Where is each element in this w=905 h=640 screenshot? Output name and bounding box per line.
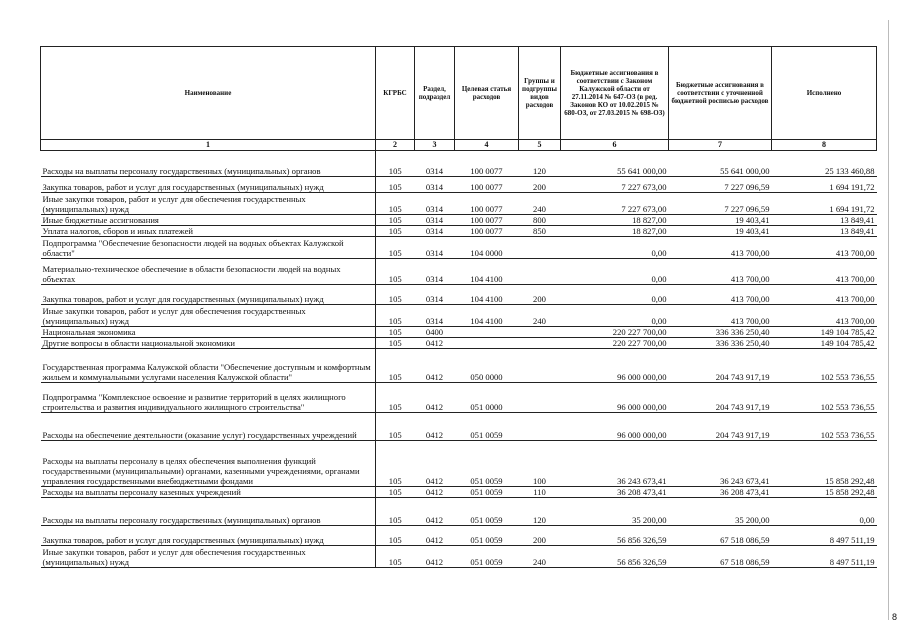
row-name-cell: Иные закупки товаров, работ и услуг для обеспечения государственных (муниципальных) нужд [41,193,376,215]
row-target-article-cell: 051 0000 [455,383,519,413]
row-law-amount-cell: 7 227 673,00 [561,177,669,193]
row-target-article-cell: 051 0059 [455,526,519,546]
row-schedule-amount-cell: 36 208 473,41 [669,487,772,498]
row-razdel-cell: 0314 [415,193,455,215]
row-kgrbs-cell: 105 [376,237,415,259]
row-executed-amount-cell: 1 694 191,72 [772,193,877,215]
row-schedule-amount-cell: 19 403,41 [669,226,772,237]
table-row [41,526,877,546]
col-number: 5 [519,140,561,151]
row-kgrbs-cell: 105 [376,193,415,215]
row-target-article-cell: 100 0077 [455,226,519,237]
col-number: 2 [376,140,415,151]
row-schedule-amount-cell: 19 403,41 [669,215,772,226]
row-target-article-cell: 104 0000 [455,237,519,259]
table-row [41,546,877,568]
row-kgrbs-cell: 105 [376,215,415,226]
row-kgrbs-cell: 105 [376,487,415,498]
table-row [41,259,877,285]
row-schedule-amount-cell: 336 336 250,40 [669,338,772,349]
table-row [41,285,877,305]
row-target-article-cell: 051 0059 [455,441,519,487]
row-razdel-cell: 0412 [415,546,455,568]
row-schedule-amount-cell: 413 700,00 [669,305,772,327]
row-target-article-cell: 100 0077 [455,151,519,177]
row-razdel-cell: 0400 [415,327,455,338]
row-executed-amount-cell: 15 858 292,48 [772,487,877,498]
row-expense-group-cell: 200 [519,177,561,193]
row-razdel-cell: 0314 [415,177,455,193]
row-expense-group-cell: 120 [519,498,561,526]
row-target-article-cell: 050 0000 [455,349,519,383]
row-executed-amount-cell: 102 553 736,55 [772,383,877,413]
col-number: 1 [41,140,376,151]
row-kgrbs-cell: 105 [376,305,415,327]
row-law-amount-cell: 18 827,00 [561,215,669,226]
row-target-article-cell [455,327,519,338]
row-kgrbs-cell: 105 [376,526,415,546]
table-row [41,441,877,487]
budget-execution-table [40,46,877,568]
row-kgrbs-cell: 105 [376,498,415,526]
row-kgrbs-cell: 105 [376,151,415,177]
row-executed-amount-cell: 8 497 511,19 [772,526,877,546]
row-kgrbs-cell: 105 [376,285,415,305]
row-razdel-cell: 0412 [415,349,455,383]
row-law-amount-cell: 0,00 [561,237,669,259]
row-executed-amount-cell: 102 553 736,55 [772,349,877,383]
row-name-cell: Закупка товаров, работ и услуг для государственных (муниципальных) нужд [41,526,376,546]
row-expense-group-cell [519,383,561,413]
row-expense-group-cell [519,338,561,349]
row-name-cell: Закупка товаров, работ и услуг для государственных (муниципальных) нужд [41,177,376,193]
row-kgrbs-cell: 105 [376,177,415,193]
row-law-amount-cell: 0,00 [561,285,669,305]
table-row [41,177,877,193]
table-row [41,305,877,327]
row-razdel-cell: 0412 [415,383,455,413]
row-razdel-cell: 0314 [415,305,455,327]
row-target-article-cell: 051 0059 [455,413,519,441]
row-razdel-cell: 0314 [415,285,455,305]
row-name-cell: Иные бюджетные ассигнования [41,215,376,226]
row-schedule-amount-cell: 413 700,00 [669,285,772,305]
row-razdel-cell: 0314 [415,237,455,259]
row-law-amount-cell: 96 000 000,00 [561,349,669,383]
row-kgrbs-cell: 105 [376,441,415,487]
row-executed-amount-cell: 13 849,41 [772,226,877,237]
row-schedule-amount-cell: 204 743 917,19 [669,413,772,441]
row-name-cell: Расходы на выплаты персоналу казенных учреждений [41,487,376,498]
row-executed-amount-cell: 13 849,41 [772,215,877,226]
row-kgrbs-cell: 105 [376,226,415,237]
col-number: 3 [415,140,455,151]
row-name-cell: Национальная экономика [41,327,376,338]
row-name-cell: Подпрограмма "Обеспечение безопасности людей на водных объектах Калужской области" [41,237,376,259]
row-executed-amount-cell: 413 700,00 [772,259,877,285]
row-expense-group-cell [519,259,561,285]
row-razdel-cell: 0412 [415,338,455,349]
row-expense-group-cell: 800 [519,215,561,226]
row-executed-amount-cell: 149 104 785,42 [772,327,877,338]
row-schedule-amount-cell: 413 700,00 [669,237,772,259]
header-razdel: Раздел, подраздел [415,47,455,140]
row-target-article-cell [455,338,519,349]
row-expense-group-cell: 200 [519,285,561,305]
row-expense-group-cell: 100 [519,441,561,487]
page-number: 8 [891,612,897,622]
row-expense-group-cell: 240 [519,305,561,327]
row-razdel-cell: 0412 [415,441,455,487]
row-expense-group-cell [519,413,561,441]
row-law-amount-cell: 7 227 673,00 [561,193,669,215]
table-row [41,349,877,383]
row-name-cell: Расходы на выплаты персоналу в целях обеспечения выполнения функций государственными (муниципальными) органами, казенными учреждениями, органами управления государственными внебюджетными фондами [41,441,376,487]
row-name-cell: Государственная программа Калужской области "Обеспечение доступным и комфортным жильем и коммунальными услугами населения Калужской области" [41,349,376,383]
row-target-article-cell: 051 0059 [455,487,519,498]
row-law-amount-cell: 0,00 [561,305,669,327]
col-number: 6 [561,140,669,151]
row-law-amount-cell: 220 227 700,00 [561,327,669,338]
row-law-amount-cell: 36 243 673,41 [561,441,669,487]
row-target-article-cell: 104 4100 [455,285,519,305]
table-row [41,151,877,177]
header-budget-schedule: Бюджетные ассигнования в соответствии с уточненной бюджетной росписью расходов [669,47,772,140]
table-row [41,226,877,237]
row-expense-group-cell: 120 [519,151,561,177]
header-kgrbs: КГРБС [376,47,415,140]
row-kgrbs-cell: 105 [376,327,415,338]
row-razdel-cell: 0314 [415,151,455,177]
row-name-cell: Материально-техническое обеспечение в области безопасности людей на водных объектах [41,259,376,285]
row-target-article-cell: 104 4100 [455,305,519,327]
row-schedule-amount-cell: 204 743 917,19 [669,383,772,413]
col-number: 8 [772,140,877,151]
table-row [41,338,877,349]
row-expense-group-cell [519,349,561,383]
row-razdel-cell: 0412 [415,498,455,526]
row-name-cell: Закупка товаров, работ и услуг для государственных (муниципальных) нужд [41,285,376,305]
row-law-amount-cell: 0,00 [561,259,669,285]
table-body [41,151,877,568]
row-law-amount-cell: 56 856 326,59 [561,546,669,568]
row-law-amount-cell: 36 208 473,41 [561,487,669,498]
row-law-amount-cell: 56 856 326,59 [561,526,669,546]
row-kgrbs-cell: 105 [376,259,415,285]
row-razdel-cell: 0314 [415,215,455,226]
row-target-article-cell: 051 0059 [455,498,519,526]
row-kgrbs-cell: 105 [376,383,415,413]
row-razdel-cell: 0412 [415,526,455,546]
scan-edge-line [888,20,889,620]
row-schedule-amount-cell: 336 336 250,40 [669,327,772,338]
row-kgrbs-cell: 105 [376,546,415,568]
row-target-article-cell: 100 0077 [455,215,519,226]
row-executed-amount-cell: 149 104 785,42 [772,338,877,349]
row-executed-amount-cell: 15 858 292,48 [772,441,877,487]
row-razdel-cell: 0314 [415,259,455,285]
row-law-amount-cell: 96 000 000,00 [561,413,669,441]
col-number: 4 [455,140,519,151]
row-schedule-amount-cell: 413 700,00 [669,259,772,285]
row-expense-group-cell [519,327,561,338]
header-law-allocations: Бюджетные ассигнования в соответствии с Законом Калужской области от 27.11.2014 № 647-ОЗ (в ред. Законов КО от 10.02.2015 № 680-ОЗ, от 27.03.2015 № 698-ОЗ) [561,47,669,140]
row-executed-amount-cell: 8 497 511,19 [772,546,877,568]
table-row [41,193,877,215]
row-target-article-cell: 100 0077 [455,177,519,193]
column-number-row [41,140,877,151]
row-expense-group-cell: 240 [519,193,561,215]
row-law-amount-cell: 55 641 000,00 [561,151,669,177]
row-kgrbs-cell: 105 [376,338,415,349]
row-name-cell: Расходы на выплаты персоналу государственных (муниципальных) органов [41,498,376,526]
row-executed-amount-cell: 413 700,00 [772,305,877,327]
budget-table-sheet [40,46,876,568]
row-executed-amount-cell: 25 133 460,88 [772,151,877,177]
row-expense-group-cell: 200 [519,526,561,546]
row-schedule-amount-cell: 7 227 096,59 [669,193,772,215]
row-name-cell: Иные закупки товаров, работ и услуг для обеспечения государственных (муниципальных) нужд [41,305,376,327]
row-law-amount-cell: 220 227 700,00 [561,338,669,349]
row-expense-group-cell: 240 [519,546,561,568]
header-expense-group: Группы и подгруппы видов расходов [519,47,561,140]
row-name-cell: Другие вопросы в области национальной экономики [41,338,376,349]
row-executed-amount-cell: 1 694 191,72 [772,177,877,193]
row-law-amount-cell: 96 000 000,00 [561,383,669,413]
table-row [41,237,877,259]
row-executed-amount-cell: 413 700,00 [772,237,877,259]
table-row [41,327,877,338]
row-target-article-cell: 100 0077 [455,193,519,215]
table-row [41,383,877,413]
row-razdel-cell: 0412 [415,413,455,441]
row-schedule-amount-cell: 67 518 086,59 [669,546,772,568]
row-name-cell: Подпрограмма "Комплексное освоение и развитие территорий в целях жилищного строительства и развития индивидуального жилищного строительства" [41,383,376,413]
table-row [41,487,877,498]
row-expense-group-cell: 110 [519,487,561,498]
row-schedule-amount-cell: 35 200,00 [669,498,772,526]
header-target-article: Целевая статья расходов [455,47,519,140]
row-name-cell: Уплата налогов, сборов и иных платежей [41,226,376,237]
row-executed-amount-cell: 102 553 736,55 [772,413,877,441]
row-target-article-cell: 104 4100 [455,259,519,285]
row-executed-amount-cell: 413 700,00 [772,285,877,305]
row-schedule-amount-cell: 36 243 673,41 [669,441,772,487]
row-executed-amount-cell: 0,00 [772,498,877,526]
row-razdel-cell: 0314 [415,226,455,237]
header-row [41,47,877,140]
col-number: 7 [669,140,772,151]
row-expense-group-cell: 850 [519,226,561,237]
row-target-article-cell: 051 0059 [455,546,519,568]
table-row [41,498,877,526]
row-expense-group-cell [519,237,561,259]
row-law-amount-cell: 18 827,00 [561,226,669,237]
row-schedule-amount-cell: 7 227 096,59 [669,177,772,193]
header-name: Наименование [41,47,376,140]
table-row [41,413,877,441]
row-law-amount-cell: 35 200,00 [561,498,669,526]
table-row [41,215,877,226]
header-executed: Исполнено [772,47,877,140]
row-schedule-amount-cell: 67 518 086,59 [669,526,772,546]
row-schedule-amount-cell: 55 641 000,00 [669,151,772,177]
row-schedule-amount-cell: 204 743 917,19 [669,349,772,383]
row-name-cell: Расходы на выплаты персоналу государственных (муниципальных) органов [41,151,376,177]
row-name-cell: Расходы на обеспечение деятельности (оказание услуг) государственных учреждений [41,413,376,441]
row-kgrbs-cell: 105 [376,413,415,441]
row-name-cell: Иные закупки товаров, работ и услуг для обеспечения государственных (муниципальных) нужд [41,546,376,568]
row-kgrbs-cell: 105 [376,349,415,383]
row-razdel-cell: 0412 [415,487,455,498]
